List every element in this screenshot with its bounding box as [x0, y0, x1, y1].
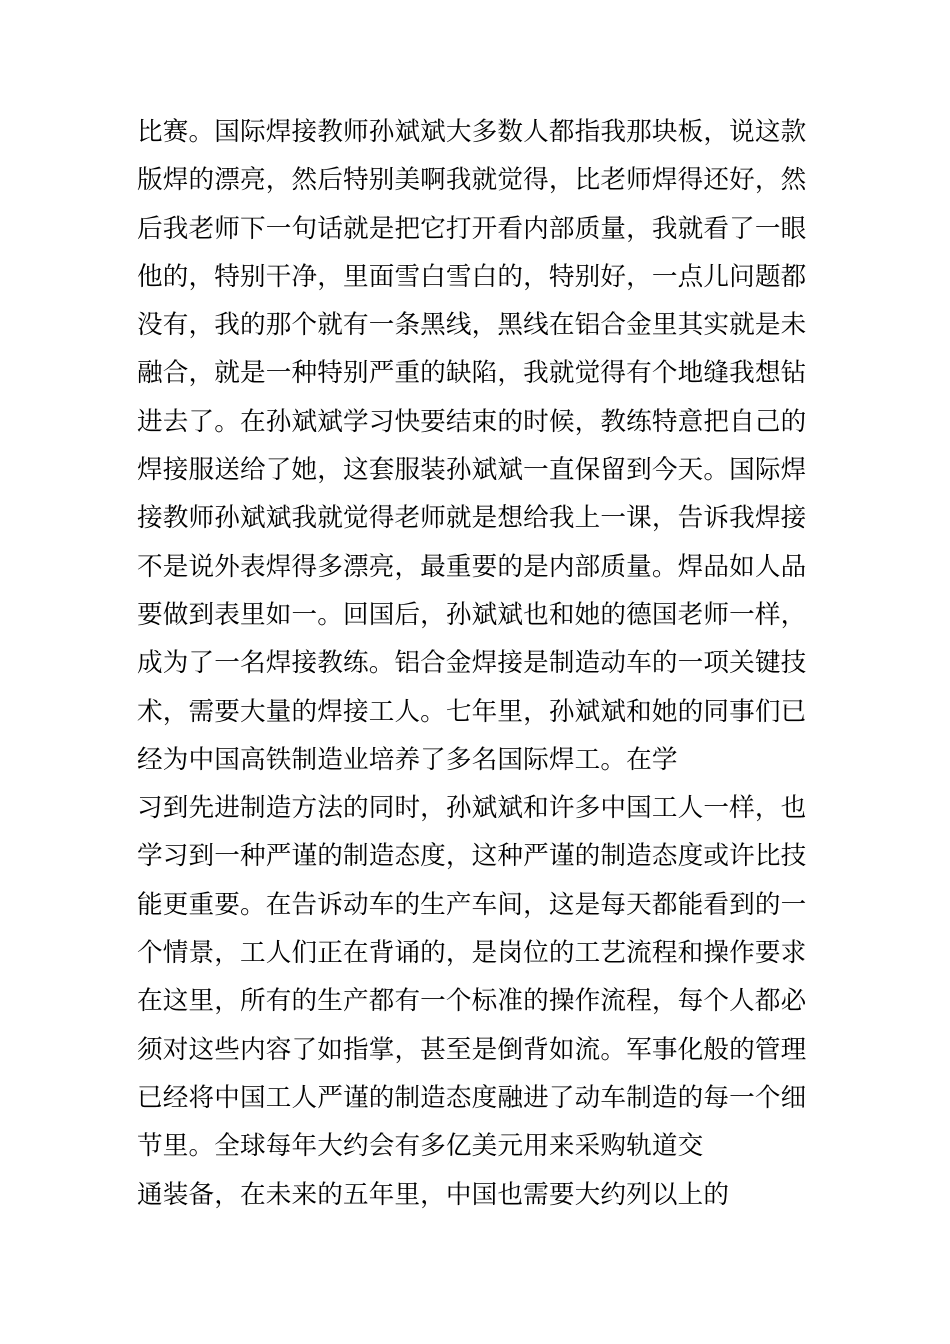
- text-line: 比赛。国际焊接教师孙斌斌大多数人都指我那块板，说这款: [137, 117, 807, 147]
- text-line: 成为了一名焊接教练。铝合金焊接是制造动车的一项关键技: [137, 648, 807, 679]
- text-line: 已经将中国工人严谨的制造态度融进了动车制造的每一个细: [137, 1082, 807, 1113]
- text-line: 能更重要。在告诉动车的生产车间，这是每天都能看到的一: [137, 889, 807, 920]
- text-line: 在这里，所有的生产都有一个标准的操作流程，每个人都必: [137, 986, 807, 1017]
- text-line: 焊接服送给了她，这套服装孙斌斌一直保留到今天。国际焊: [137, 455, 807, 486]
- text-line: 学习到一种严谨的制造态度，这种严谨的制造态度或许比技: [137, 841, 807, 872]
- text-line: 后我老师下一句话就是把它打开看内部质量，我就看了一眼: [137, 213, 807, 244]
- text-line: 经为中国高铁制造业培养了多名国际焊工。在学: [137, 744, 678, 775]
- text-line: 没有，我的那个就有一条黑线，黑线在铝合金里其实就是未: [137, 310, 807, 341]
- text-line: 节里。全球每年大约会有多亿美元用来采购轨道交: [137, 1131, 704, 1162]
- text-line: 习到先进制造方法的同时，孙斌斌和许多中国工人一样，也: [137, 793, 807, 824]
- text-line: 要做到表里如一。回国后，孙斌斌也和她的德国老师一样，: [137, 599, 807, 630]
- body-text: [137, 108, 837, 1219]
- text-line: 术，需要大量的焊接工人。七年里，孙斌斌和她的同事们已: [137, 696, 807, 727]
- text-line: 个情景，工人们正在背诵的，是岗位的工艺流程和操作要求: [137, 938, 807, 969]
- text-line: 版焊的漂亮，然后特别美啊我就觉得，比老师焊得还好，然: [137, 165, 807, 196]
- text-line: 接教师孙斌斌我就觉得老师就是想给我上一课，告诉我焊接: [137, 503, 807, 534]
- text-line: 进去了。在孙斌斌学习快要结束的时候，教练特意把自己的: [137, 406, 807, 437]
- text-line: 不是说外表焊得多漂亮，最重要的是内部质量。焊品如人品: [137, 551, 807, 582]
- text-line: 他的，特别干净，里面雪白雪白的，特别好，一点儿问题都: [137, 261, 807, 292]
- text-line: 融合，就是一种特别严重的缺陷，我就觉得有个地缝我想钻: [137, 358, 807, 389]
- text-line: 通装备，在未来的五年里，中国也需要大约列以上的: [137, 1179, 730, 1210]
- text-line: 须对这些内容了如指掌，甚至是倒背如流。军事化般的管理: [137, 1034, 807, 1065]
